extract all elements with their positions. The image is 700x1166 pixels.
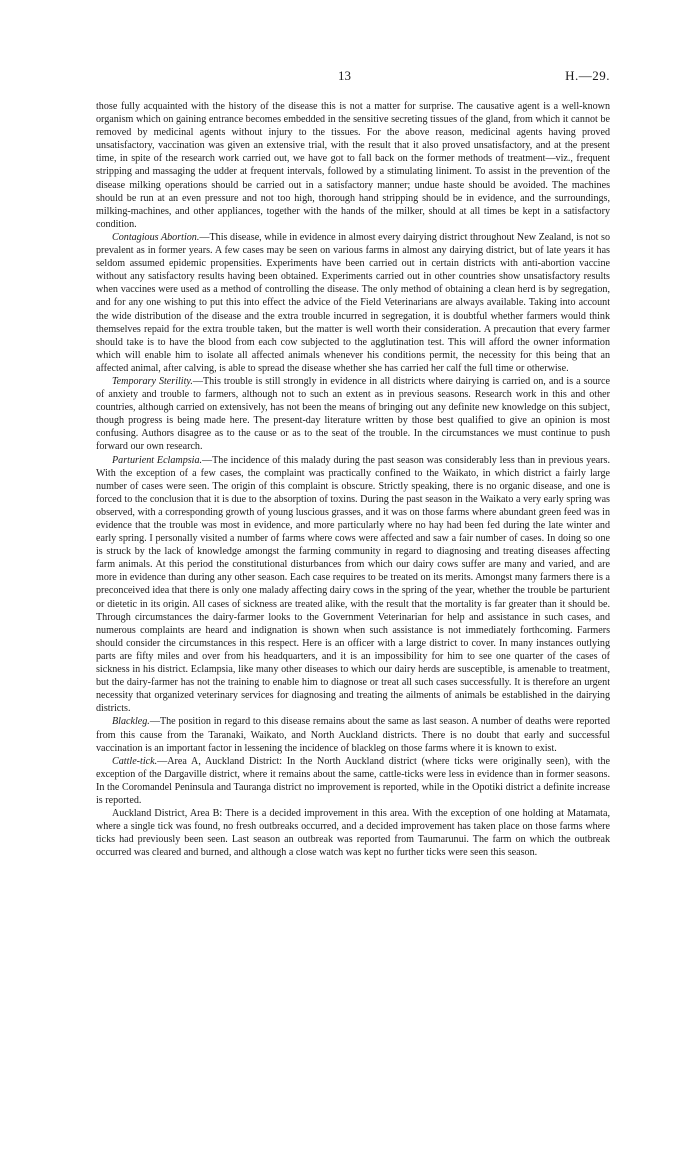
section-heading: Blackleg. [112, 716, 150, 728]
paragraph-parturient-eclampsia [96, 454, 610, 716]
paragraph-text: —The incidence of this malady during the past season was considerably less than in previous years. With the exception of a few cases, the complaint was practically confined to the Waikato, in which district a fairly large number of cases were seen. The origin of this complaint is obscure. Strictly speaking, there is no organic disease, and one is forced to the conclusion that it is due to the absorption of toxins. During the past season in the Waikato a very early spring was observed, with a corresponding growth of young luscious grasses, and it was on those farms where abundant green feed was in evidence that the trouble was most in evidence, and more particularly where no hay had been fed during the late winter and early spring. I personally visited a number of farms where cows were affected and saw a fair number of cases. In doing so one is struck by the lack of knowledge amongst the farming community in regard to diagnosing and treating diseases affecting farm animals. At this period the constitutional disturbances from which our dairy cows suffer are many and varied, and are more in evidence than during any other season. Each case requires to be treated on its merits. Amongst many farmers there is a preconceived idea that there is only one malady affecting dairy cows in the spring of the year, whether the trouble be parturient or dietetic in its origin. All cases of sickness are treated alike, with the result that the mortality is far greater than it should be. Through circumstances the dairy-farmer looks to the Government Veterinarian for help and assistance in such cases, and numerous complaints are heard and indignation is shown when such assistance is not immediately forthcoming. Farmers should consider the circumstances in this respect. Here is an officer with a large district to cover. In many instances outlying parts are fifty miles and over from his headquarters, and it is an impossibility for him to see one quarter of the cases of sickness in his district. Eclampsia, like many other diseases to which our dairy herds are susceptible, is amenable to treatment, but the dairy-farmer has not the training to enable him to diagnose or treat all such cases successfully. It is therefore an urgent necessity that organized veterinary services for diagnosing and treating the ailments of animals be established in the dairying districts. [96, 454, 610, 715]
paragraph-contagious-abortion [96, 231, 610, 375]
page-number: 13 [338, 68, 351, 83]
section-heading: Parturient Eclampsia. [112, 454, 203, 466]
paragraph-mastitis-continued [96, 100, 610, 231]
paragraph-text: Auckland District, Area B: There is a decided improvement in this area. With the exception of one holding at Matamata, where a single tick was found, no fresh outbreaks occurred, and a decided improvement has taken place on those farms where ticks had previously been seen. Last season an outbreak was reported from Taumarunui. The farm on which the outbreak occurred was cleared and burned, and although a close watch was kept no further ticks were seen this season. [96, 808, 610, 859]
paragraph-text: —The position in regard to this disease remains about the same as last season. A number of deaths were reported from this cause from the Taranaki, Waikato, and North Auckland districts. There is no doubt that early and successful vaccination is an important factor in lessening the incidence of blackleg on those farms where it is known to exist. [96, 716, 610, 754]
paragraph-auckland-area-b [96, 807, 610, 859]
section-heading: Contagious Abortion. [112, 231, 200, 243]
section-heading: Cattle-tick. [112, 755, 158, 767]
paragraph-text: —This trouble is still strongly in evidence in all districts where dairying is carried on, and is a source of anxiety and trouble to farmers, although not to such an extent as in previous seasons. Research work in this and other countries, although carried on extensively, has not been the means of bringing out any definite new knowledge on this subject, though progress is being made here. The present-day literature written by those best qualified to give an opinion is most confusing. Authors disagree as to the cause or as to the seat of the trouble. In the circumstances we must continue to push forward our own research. [96, 375, 610, 453]
paragraph-text: —Area A, Auckland District: In the North Auckland district (where ticks were originally seen), with the exception of the Dargaville district, where it remains about the same, cattle-ticks were less in evidence than in former seasons. In the Coromandel Peninsula and Tauranga district no improvement is reported, while in the Opotiki district a definite increase is reported. [96, 755, 610, 806]
body-text [96, 100, 610, 859]
paragraph-temporary-sterility [96, 375, 610, 454]
document-reference: H.—29. [565, 68, 610, 83]
paragraph-text: those fully acquainted with the history of the disease this is not a matter for surprise. The causative agent is a well-known organism which on gaining entrance becomes embedded in the sensitive secreting tissues of the gland, from which it cannot be removed by medicinal agents without injury to the tissues. For the above reason, medicinal agents having proved unsatisfactory, vaccination was given an extensive trial, with the result that it also proved unsatisfactory, and at the present time, in spite of the research work carried out, we have got to fall back on the former methods of treatment—viz., frequent stripping and massaging the udder at frequent intervals, followed by a stimulating liniment. To assist in the prevention of the disease milking operations should be carried out in a satisfactory manner; undue haste should be avoided. The machines should be run at an even pressure and not too high, thorough hand stripping should be in evidence, and the surroundings, milking-machines, and other appliances, together with the hands of the milker, should at all times be kept in a satisfactory condition. [96, 101, 610, 230]
paragraph-cattle-tick [96, 755, 610, 807]
page-header [96, 68, 610, 84]
section-heading: Temporary Sterility. [112, 375, 193, 387]
paragraph-text: —This disease, while in evidence in almost every dairying district throughout New Zealand, is not so prevalent as in former years. A few cases may be seen on various farms in almost any dairying district, but of late years it has seldom assumed epidemic propensities. Experiments have been carried out in certain districts with anti-abortion vaccine without any satisfactory results having been obtained. Experiments carried out in other countries show unsatisfactory results when vaccines were used as a method of controlling the disease. The only method of obtaining a clean herd is by segregation, and for any one wishing to put this into effect the advice of the Field Veterinarians are always available. Taking into account the wide distribution of the disease and the extra trouble incurred in segregation, it is doubtful whether farmers would think themselves repaid for the extra trouble taken, but the matter is well worth their consideration. A precaution that every farmer should take is to have the blood from each cow subjected to the agglutination test. This will afford the owner information which will enable him to isolate all affected animals whenever his conditions permit, the necessity for this being that an affected animal, after calving, is able to spread the disease whether she has carried her calf the full time or otherwise. [96, 231, 611, 374]
paragraph-blackleg [96, 715, 610, 754]
